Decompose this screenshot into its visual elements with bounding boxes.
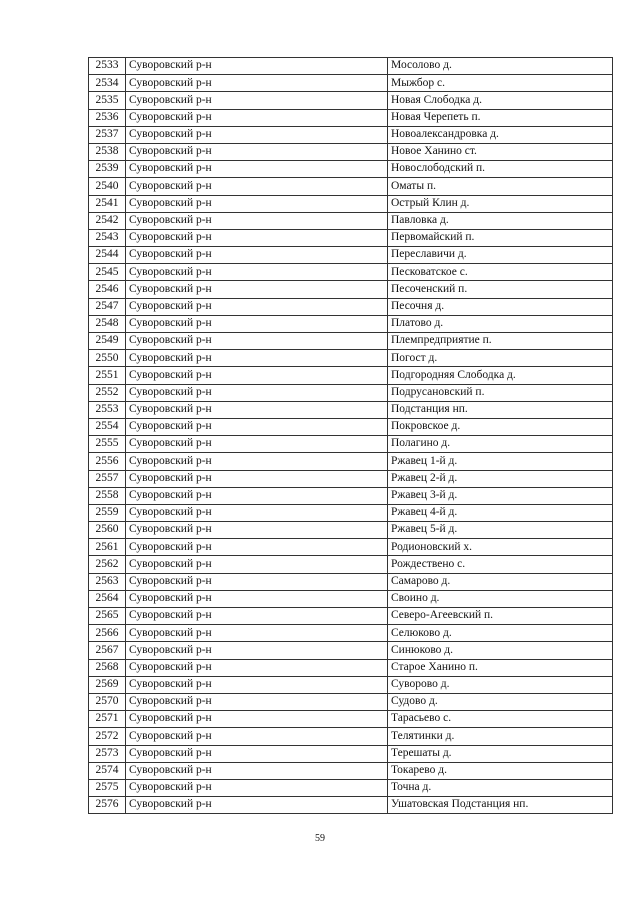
district-cell: Суворовский р-н (126, 350, 388, 367)
settlement-cell: Ржавец 3-й д. (388, 487, 613, 504)
district-cell: Суворовский р-н (126, 418, 388, 435)
settlement-cell: Песочня д. (388, 298, 613, 315)
table-row (89, 418, 613, 435)
district-cell: Суворовский р-н (126, 75, 388, 92)
table-row (89, 58, 613, 75)
district-cell: Суворовский р-н (126, 315, 388, 332)
settlement-cell: Покровское д. (388, 418, 613, 435)
district-cell: Суворовский р-н (126, 539, 388, 556)
settlement-cell: Новослободский п. (388, 161, 613, 178)
settlement-cell: Племпредприятие п. (388, 333, 613, 350)
row-number-cell: 2575 (89, 779, 126, 796)
settlement-cell: Тарасьево с. (388, 711, 613, 728)
settlement-cell: Ржавец 2-й д. (388, 470, 613, 487)
table-row (89, 556, 613, 573)
table-row (89, 247, 613, 264)
district-cell: Суворовский р-н (126, 58, 388, 75)
table-row (89, 504, 613, 521)
table-row (89, 711, 613, 728)
district-cell: Суворовский р-н (126, 178, 388, 195)
district-cell: Суворовский р-н (126, 556, 388, 573)
district-cell: Суворовский р-н (126, 92, 388, 109)
district-cell: Суворовский р-н (126, 573, 388, 590)
settlement-cell: Своино д. (388, 590, 613, 607)
district-cell: Суворовский р-н (126, 797, 388, 814)
settlement-cell: Платово д. (388, 315, 613, 332)
district-cell: Суворовский р-н (126, 126, 388, 143)
settlement-cell: Ржавец 1-й д. (388, 453, 613, 470)
district-cell: Суворовский р-н (126, 522, 388, 539)
district-cell: Суворовский р-н (126, 229, 388, 246)
settlement-cell: Синюково д. (388, 642, 613, 659)
settlement-cell: Мосолово д. (388, 58, 613, 75)
settlement-cell: Терешаты д. (388, 745, 613, 762)
table-row (89, 728, 613, 745)
row-number-cell: 2537 (89, 126, 126, 143)
settlement-cell: Новая Слободка д. (388, 92, 613, 109)
row-number-cell: 2559 (89, 504, 126, 521)
settlement-cell: Старое Ханино п. (388, 659, 613, 676)
row-number-cell: 2542 (89, 212, 126, 229)
district-cell: Суворовский р-н (126, 659, 388, 676)
settlement-cell: Суворово д. (388, 676, 613, 693)
row-number-cell: 2548 (89, 315, 126, 332)
settlement-cell: Северо-Агеевский п. (388, 608, 613, 625)
table-row (89, 642, 613, 659)
row-number-cell: 2543 (89, 229, 126, 246)
settlement-cell: Новая Черепеть п. (388, 109, 613, 126)
table-row (89, 779, 613, 796)
table-row (89, 161, 613, 178)
settlement-cell: Телятинки д. (388, 728, 613, 745)
page-number: 59 (315, 833, 325, 844)
table-row (89, 75, 613, 92)
district-cell: Суворовский р-н (126, 762, 388, 779)
table-row (89, 797, 613, 814)
row-number-cell: 2540 (89, 178, 126, 195)
table-row (89, 92, 613, 109)
settlement-cell: Переславичи д. (388, 247, 613, 264)
table-row (89, 762, 613, 779)
table-row (89, 384, 613, 401)
row-number-cell: 2541 (89, 195, 126, 212)
settlement-cell: Новоалександровка д. (388, 126, 613, 143)
table-row (89, 573, 613, 590)
district-cell: Суворовский р-н (126, 333, 388, 350)
row-number-cell: 2535 (89, 92, 126, 109)
settlement-cell: Оматы п. (388, 178, 613, 195)
table-row (89, 659, 613, 676)
table-row (89, 522, 613, 539)
settlement-cell: Селюково д. (388, 625, 613, 642)
settlement-cell: Судово д. (388, 693, 613, 710)
settlement-cell: Песоченский п. (388, 281, 613, 298)
settlement-cell: Самарово д. (388, 573, 613, 590)
district-cell: Суворовский р-н (126, 504, 388, 521)
settlement-cell: Павловка д. (388, 212, 613, 229)
row-number-cell: 2570 (89, 693, 126, 710)
district-cell: Суворовский р-н (126, 143, 388, 160)
row-number-cell: 2553 (89, 401, 126, 418)
row-number-cell: 2573 (89, 745, 126, 762)
table-row (89, 350, 613, 367)
row-number-cell: 2547 (89, 298, 126, 315)
row-number-cell: 2554 (89, 418, 126, 435)
row-number-cell: 2560 (89, 522, 126, 539)
row-number-cell: 2556 (89, 453, 126, 470)
table-row (89, 229, 613, 246)
settlement-cell: Рождествено с. (388, 556, 613, 573)
table-row (89, 212, 613, 229)
settlement-cell: Подстанция нп. (388, 401, 613, 418)
district-cell: Суворовский р-н (126, 281, 388, 298)
row-number-cell: 2533 (89, 58, 126, 75)
table-row (89, 436, 613, 453)
district-cell: Суворовский р-н (126, 642, 388, 659)
row-number-cell: 2566 (89, 625, 126, 642)
row-number-cell: 2562 (89, 556, 126, 573)
row-number-cell: 2558 (89, 487, 126, 504)
table-row (89, 298, 613, 315)
district-cell: Суворовский р-н (126, 487, 388, 504)
settlement-cell: Ржавец 5-й д. (388, 522, 613, 539)
settlements-table (88, 57, 613, 814)
district-cell: Суворовский р-н (126, 676, 388, 693)
district-cell: Суворовский р-н (126, 436, 388, 453)
row-number-cell: 2544 (89, 247, 126, 264)
settlement-cell: Точна д. (388, 779, 613, 796)
table-row (89, 143, 613, 160)
row-number-cell: 2565 (89, 608, 126, 625)
table-row (89, 453, 613, 470)
district-cell: Суворовский р-н (126, 367, 388, 384)
table-row (89, 745, 613, 762)
district-cell: Суворовский р-н (126, 625, 388, 642)
table-row (89, 590, 613, 607)
settlement-cell: Новое Ханино ст. (388, 143, 613, 160)
row-number-cell: 2574 (89, 762, 126, 779)
district-cell: Суворовский р-н (126, 590, 388, 607)
settlement-cell: Ушатовская Подстанция нп. (388, 797, 613, 814)
district-cell: Суворовский р-н (126, 728, 388, 745)
district-cell: Суворовский р-н (126, 453, 388, 470)
settlement-cell: Песковатское с. (388, 264, 613, 281)
district-cell: Суворовский р-н (126, 212, 388, 229)
row-number-cell: 2550 (89, 350, 126, 367)
table-row (89, 693, 613, 710)
settlement-cell: Первомайский п. (388, 229, 613, 246)
row-number-cell: 2539 (89, 161, 126, 178)
district-cell: Суворовский р-н (126, 470, 388, 487)
settlement-cell: Токарево д. (388, 762, 613, 779)
table-row (89, 625, 613, 642)
row-number-cell: 2572 (89, 728, 126, 745)
row-number-cell: 2563 (89, 573, 126, 590)
table-row (89, 539, 613, 556)
table-row (89, 264, 613, 281)
settlement-cell: Мыжбор с. (388, 75, 613, 92)
settlement-cell: Полагино д. (388, 436, 613, 453)
district-cell: Суворовский р-н (126, 195, 388, 212)
table-row (89, 126, 613, 143)
district-cell: Суворовский р-н (126, 711, 388, 728)
district-cell: Суворовский р-н (126, 247, 388, 264)
row-number-cell: 2549 (89, 333, 126, 350)
table-row (89, 676, 613, 693)
row-number-cell: 2551 (89, 367, 126, 384)
row-number-cell: 2567 (89, 642, 126, 659)
district-cell: Суворовский р-н (126, 693, 388, 710)
settlement-cell: Погост д. (388, 350, 613, 367)
district-cell: Суворовский р-н (126, 161, 388, 178)
table-row (89, 178, 613, 195)
row-number-cell: 2546 (89, 281, 126, 298)
row-number-cell: 2538 (89, 143, 126, 160)
row-number-cell: 2545 (89, 264, 126, 281)
row-number-cell: 2571 (89, 711, 126, 728)
settlement-cell: Подгородняя Слободка д. (388, 367, 613, 384)
district-cell: Суворовский р-н (126, 745, 388, 762)
table-row (89, 315, 613, 332)
table-row (89, 195, 613, 212)
table-row (89, 367, 613, 384)
table-row (89, 608, 613, 625)
row-number-cell: 2561 (89, 539, 126, 556)
row-number-cell: 2568 (89, 659, 126, 676)
row-number-cell: 2564 (89, 590, 126, 607)
settlement-cell: Родионовский х. (388, 539, 613, 556)
table-row (89, 487, 613, 504)
table-row (89, 281, 613, 298)
row-number-cell: 2576 (89, 797, 126, 814)
district-cell: Суворовский р-н (126, 779, 388, 796)
table-row (89, 109, 613, 126)
district-cell: Суворовский р-н (126, 264, 388, 281)
district-cell: Суворовский р-н (126, 608, 388, 625)
district-cell: Суворовский р-н (126, 109, 388, 126)
table-row (89, 401, 613, 418)
table-row (89, 470, 613, 487)
table-body (89, 58, 613, 814)
row-number-cell: 2552 (89, 384, 126, 401)
row-number-cell: 2534 (89, 75, 126, 92)
settlement-cell: Ржавец 4-й д. (388, 504, 613, 521)
row-number-cell: 2536 (89, 109, 126, 126)
district-cell: Суворовский р-н (126, 384, 388, 401)
settlement-cell: Острый Клин д. (388, 195, 613, 212)
row-number-cell: 2555 (89, 436, 126, 453)
settlement-cell: Подрусановский п. (388, 384, 613, 401)
district-cell: Суворовский р-н (126, 401, 388, 418)
table-row (89, 333, 613, 350)
district-cell: Суворовский р-н (126, 298, 388, 315)
row-number-cell: 2569 (89, 676, 126, 693)
row-number-cell: 2557 (89, 470, 126, 487)
